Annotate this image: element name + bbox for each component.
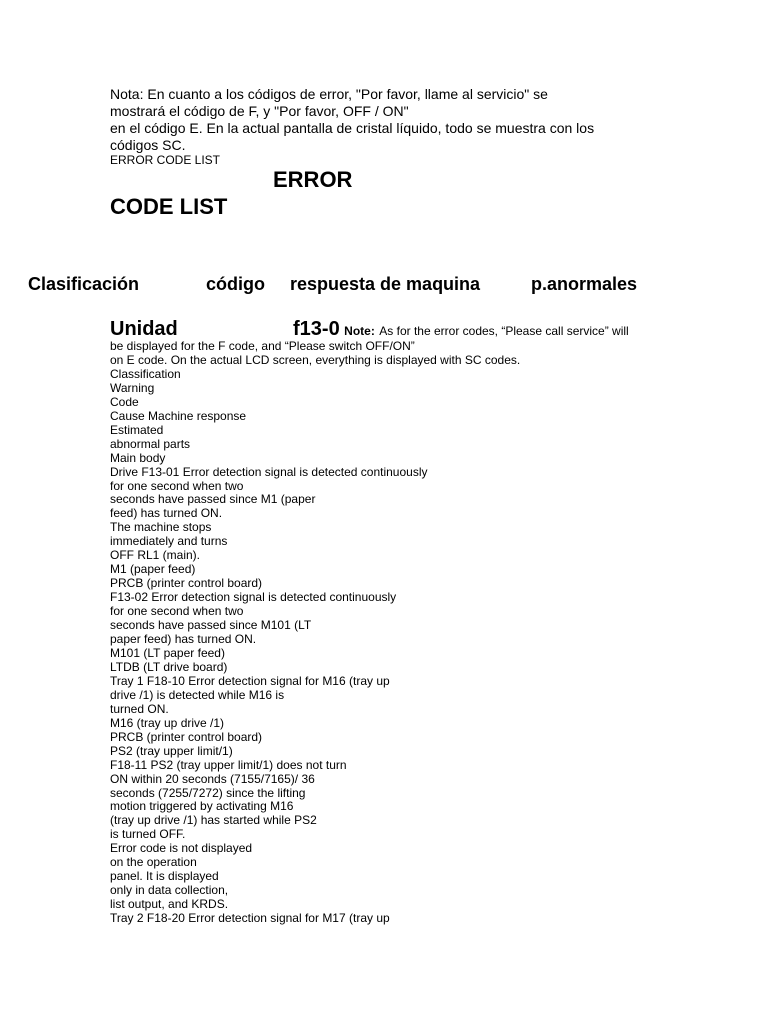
error-code-list-label: ERROR CODE LIST	[110, 153, 221, 167]
body-line: M16 (tray up drive /1)	[110, 715, 225, 730]
body-line: PRCB (printer control board)	[110, 729, 263, 744]
body-line: Cause Machine response	[110, 408, 247, 423]
body-line: drive /1) is detected while M16 is	[110, 687, 285, 702]
body-line: seconds have passed since M1 (paper	[110, 492, 316, 507]
title-line-1: ERROR	[273, 167, 353, 192]
body-line: The machine stops	[110, 520, 212, 535]
body-line: seconds (7255/7272) since the lifting	[110, 785, 306, 800]
body-line: feed) has turned ON.	[110, 506, 223, 521]
body-line: seconds have passed since M101 (LT	[110, 618, 312, 633]
body-line: ON within 20 seconds (7155/7165)/ 36	[110, 771, 315, 786]
unit-text: Unidad	[110, 318, 178, 340]
body-line: Drive F13-01 Error detection signal is detected continuously	[110, 464, 428, 479]
body-line: is turned OFF.	[110, 827, 186, 842]
body-line: Estimated	[110, 422, 164, 437]
title-line-2: CODE LIST	[110, 194, 228, 219]
body-line: Warning	[110, 380, 155, 395]
body-line: LTDB (LT drive board)	[110, 659, 228, 674]
body-line: M1 (paper feed)	[110, 562, 196, 577]
body-line: Error code is not displayed	[110, 841, 253, 856]
body-line: Main body	[110, 450, 166, 465]
note-text: As for the error codes, “Please call service” will	[379, 324, 629, 338]
body-line: on the operation	[110, 855, 197, 870]
intro-line: mostrará el código de F, y "Por favor, OFF / ON"	[110, 103, 409, 119]
note-label: Note:	[344, 324, 375, 338]
body-line: for one second when two	[110, 478, 244, 493]
body-line: M101 (LT paper feed)	[110, 645, 225, 660]
body-line: (tray up drive /1) has started while PS2	[110, 813, 317, 828]
error-code-body	[110, 340, 520, 926]
intro-line: códigos SC.	[110, 137, 186, 153]
header-respuesta: respuesta de maquina	[290, 274, 481, 294]
body-line: motion triggered by activating M16	[110, 799, 294, 814]
body-line: be displayed for the F code, and “Please switch OFF/ON”	[110, 339, 415, 353]
unit-code: f13-0	[293, 318, 340, 340]
body-line: panel. It is displayed	[110, 869, 219, 884]
body-line: Classification	[110, 366, 181, 381]
intro-note	[110, 86, 710, 154]
body-line: F18-11 PS2 (tray upper limit/1) does not turn	[110, 757, 347, 772]
body-line: turned ON.	[110, 701, 169, 716]
intro-line: en el código E. En la actual pantalla de cristal líquido, todo se muestra con los	[110, 120, 595, 136]
body-line: abnormal parts	[110, 436, 191, 451]
header-anormales: p.anormales	[531, 274, 638, 294]
body-line: only in data collection,	[110, 883, 229, 898]
body-line: list output, and KRDS.	[110, 897, 229, 912]
body-line: OFF RL1 (main).	[110, 548, 201, 563]
body-line: Tray 1 F18-10 Error detection signal for M16 (tray up	[110, 673, 390, 688]
body-line: PS2 (tray upper limit/1)	[110, 743, 233, 758]
body-line: Tray 2 F18-20 Error detection signal for M17 (tray up	[110, 911, 390, 926]
body-line: F13-02 Error detection signal is detected continuously	[110, 590, 397, 605]
body-line: Code	[110, 394, 139, 409]
body-line: paper feed) has turned ON.	[110, 632, 257, 647]
body-line: PRCB (printer control board)	[110, 576, 263, 591]
header-codigo: código	[206, 274, 265, 294]
body-line: for one second when two	[110, 604, 244, 619]
header-clasificacion: Clasificación	[28, 274, 140, 294]
body-line: immediately and turns	[110, 534, 228, 549]
body-line: on E code. On the actual LCD screen, everything is displayed with SC codes.	[110, 352, 521, 367]
intro-line: Nota: En cuanto a los códigos de error, "Por favor, llame al servicio" se	[110, 86, 548, 102]
